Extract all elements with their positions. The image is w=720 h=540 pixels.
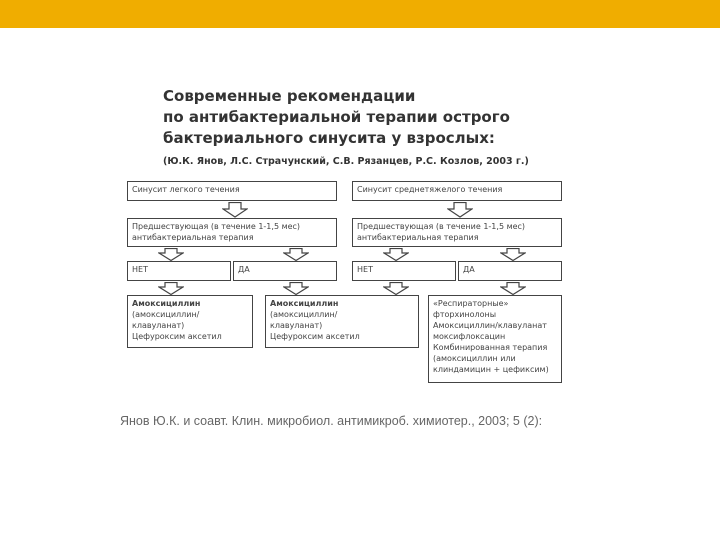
mild-no-box [127,261,231,281]
down-arrow-icon [283,282,309,295]
moderate-treatment-box [428,295,562,383]
treatment-line: клиндамицин + цефиксим) [433,365,549,374]
moderate-header-label: Синусит среднетяжелого течения [357,185,503,194]
treatment-line: моксифлоксацин [433,332,506,341]
treatment-line: «Респираторные» [433,299,509,308]
down-arrow-icon [158,282,184,295]
treatment-line: клавуланат) [132,321,185,330]
treatment-line: (амоксициллин/ [132,310,200,319]
citation-text: Янов Ю.К. и соавт. Клин. микробиол. антимикроб. химиотер., 2003; 5 (2): [120,414,543,428]
down-arrow-icon [447,202,473,218]
prior-therapy-line: антибактериальная терапия [132,233,254,242]
down-arrow-icon [383,248,409,261]
down-arrow-icon [500,248,526,261]
treatment-line: Цефуроксим аксетил [132,332,222,341]
yes-label: ДА [463,265,475,274]
mild-no-treatment-box [127,295,253,348]
treatment-line: клавуланат) [270,321,323,330]
yes-label: ДА [238,265,250,274]
down-arrow-icon [222,202,248,218]
treatment-line: Цефуроксим аксетил [270,332,360,341]
treatment-line: (амоксициллин или [433,354,516,363]
moderate-yes-box [458,261,562,281]
mild-yes-treatment-box [265,295,419,348]
moderate-sinusitis-box [352,181,562,201]
title-line: бактериального синусита у взрослых: [163,129,495,147]
prior-therapy-line: Предшествующая (в течение 1-1,5 мес) [132,222,301,231]
top-accent-bar [0,0,720,28]
treatment-line: Амоксициллин/клавуланат [433,321,547,330]
title-line: Современные рекомендации [163,87,416,105]
down-arrow-icon [500,282,526,295]
mild-sinusitis-box [127,181,337,201]
prior-therapy-line: антибактериальная терапия [357,233,479,242]
down-arrow-icon [383,282,409,295]
down-arrow-icon [158,248,184,261]
treatment-line: Амоксициллин [132,299,201,308]
treatment-line: фторхинолоны [433,310,497,319]
moderate-no-box [352,261,456,281]
slide-subtitle: (Ю.К. Янов, Л.С. Страчунский, С.В. Рязанцев, Р.С. Козлов, 2003 г.) [163,156,529,167]
no-label: НЕТ [132,265,148,274]
down-arrow-icon [283,248,309,261]
treatment-line: Комбинированная терапия [433,343,548,352]
treatment-line: (амоксициллин/ [270,310,338,319]
mild-prior-therapy-box [127,218,337,247]
treatment-line: Амоксициллин [270,299,339,308]
no-label: НЕТ [357,265,373,274]
mild-yes-box [233,261,337,281]
title-line: по антибактериальной терапии острого [163,108,510,126]
prior-therapy-line: Предшествующая (в течение 1-1,5 мес) [357,222,526,231]
slide-title [163,86,583,149]
moderate-prior-therapy-box [352,218,562,247]
mild-header-label: Синусит легкого течения [132,185,240,194]
